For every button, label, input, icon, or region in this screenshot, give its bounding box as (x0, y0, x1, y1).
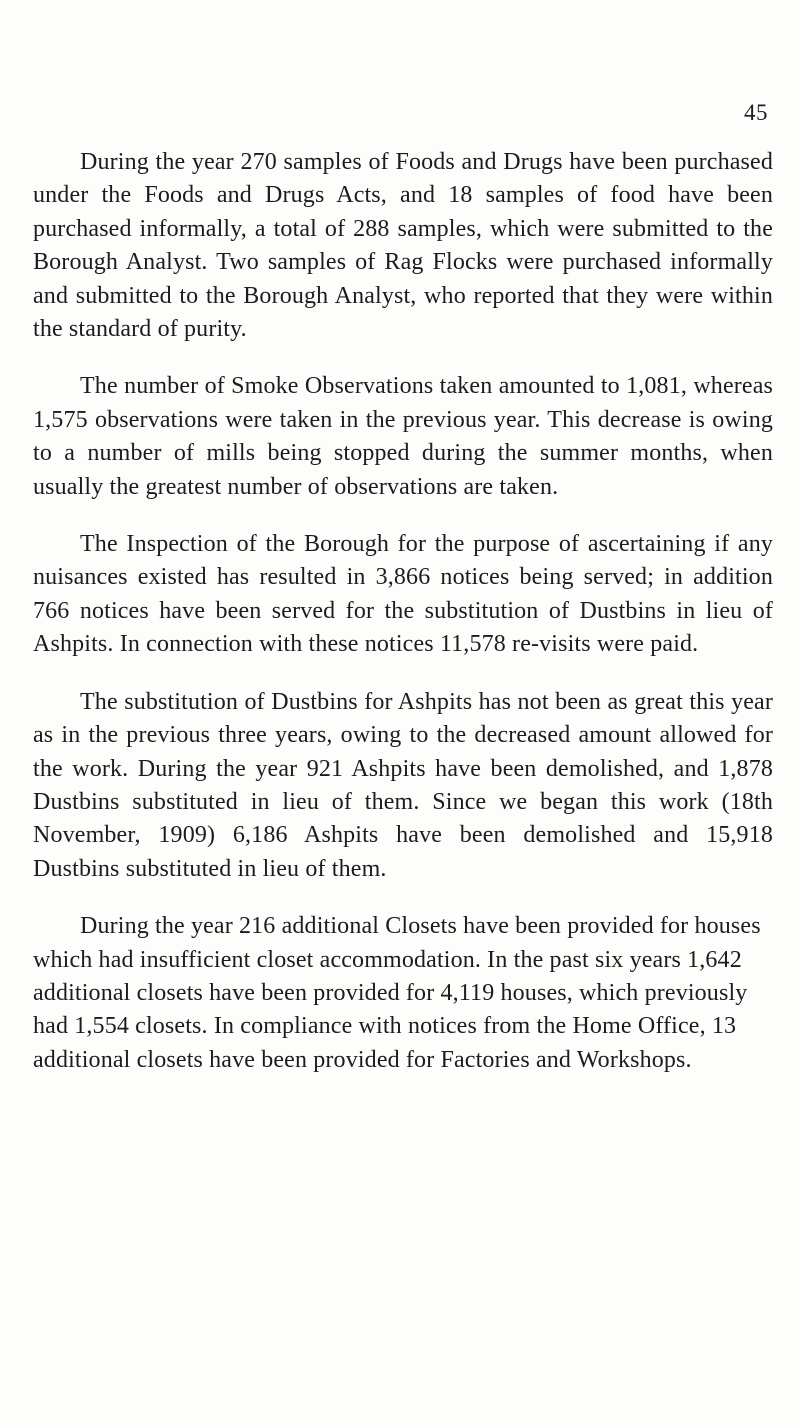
body-text (33, 146, 773, 1077)
paragraph-food-and-drugs-samples: During the year 270 samples of Foods and Drugs have been purchased under the Foods and Drugs Acts, and 18 samples of food have been purchased informally, a total of 288 samples, which were submitted to the Borough Analyst. Two samples of Rag Flocks were purchased informally and submitted to the Borough Analyst, who reported that they were within the standard of purity. (33, 149, 773, 343)
paragraph-additional-closets: During the year 216 additional Closets have been provided for houses which had insufficient closet accommodation. In the past six years 1,642 additional closets have been provided for 4,119 houses, which previously had 1,554 closets. In compliance with notices from the Home Office, 13 additional closets have been provided for Factories and Workshops. (33, 913, 761, 1073)
paragraph-borough-inspection: The Inspection of the Borough for the purpose of ascertaining if any nuisances existed has resulted in 3,866 notices being served; in addition 766 notices have been served for the substitution of Dustbins in lieu of Ashpits. In connection with these notices 11,578 re-visits were paid. (33, 531, 773, 658)
page-number: 45 (744, 100, 768, 125)
paragraph-smoke-observations: The number of Smoke Observations taken amounted to 1,081, whereas 1,575 observations were taken in the previous year. This decrease is owing to a number of mills being stopped during the summer months, when usually the greatest number of observations are taken. (33, 373, 773, 500)
paragraph-dustbin-substitution: The substitution of Dustbins for Ashpits has not been as great this year as in the previous three years, owing to the decreased amount allowed for the work. During the year 921 Ashpits have been demolished, and 1,878 Dustbins substituted in lieu of them. Since we began this work (18th November, 1909) 6,186 Ashpits have been demolished and 15,918 Dustbins substituted in lieu of them. (33, 688, 773, 882)
